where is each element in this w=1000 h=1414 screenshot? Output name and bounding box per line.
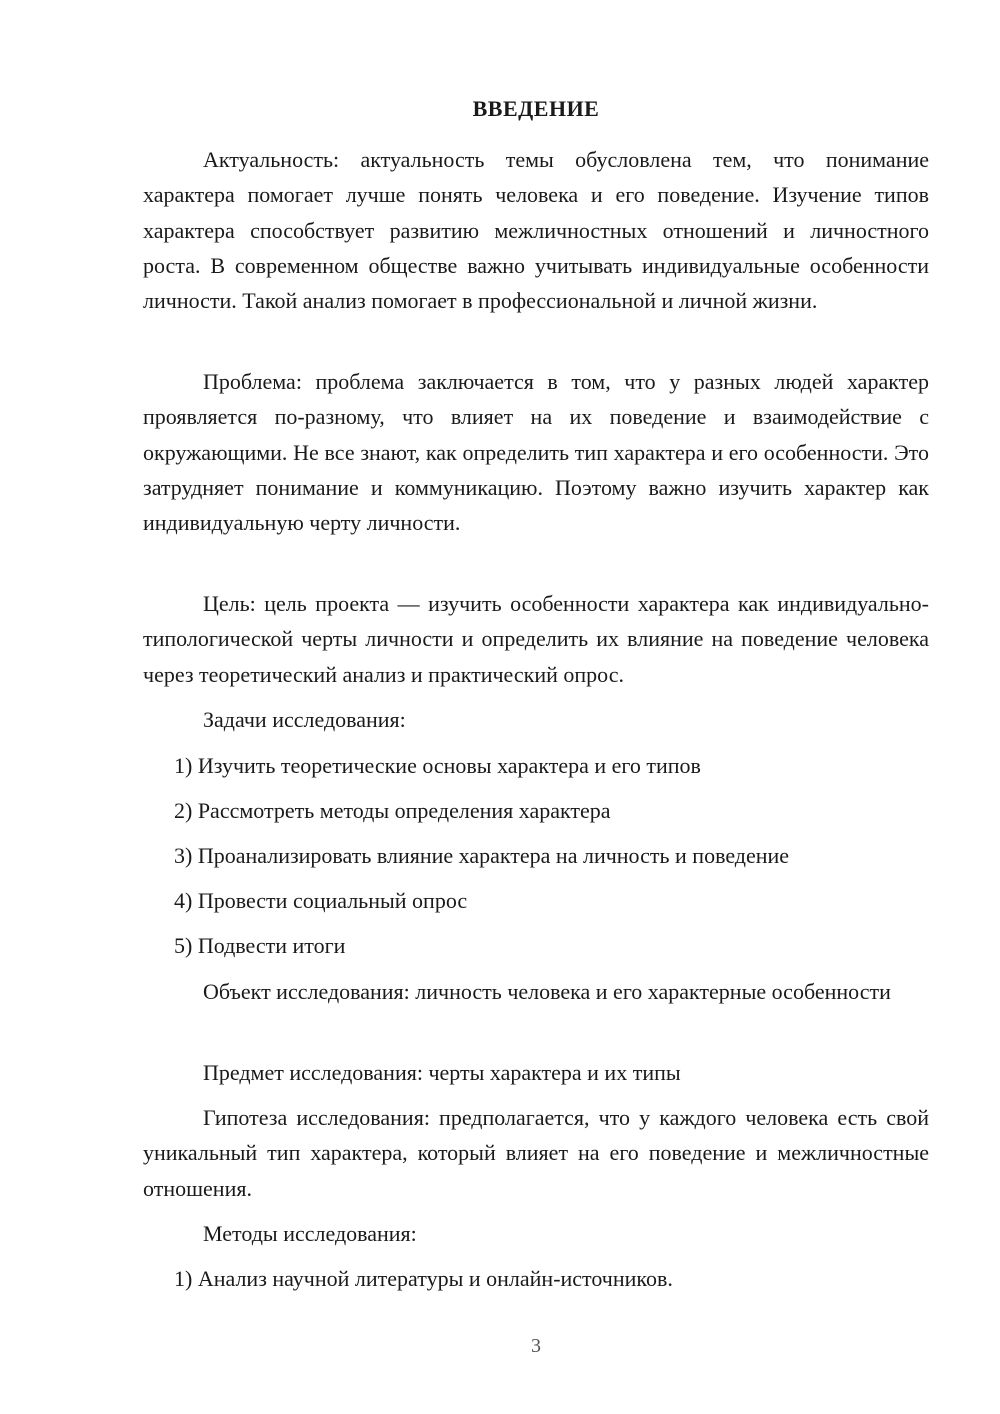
object-paragraph: Объект исследования: личность человека и его характерные особенности — [203, 979, 891, 1004]
page-number: 3 — [531, 1335, 541, 1357]
goal-paragraph: Цель: цель проекта — изучить особенности характера как индивидуально-типологической черты личности и определить их влияние на поведение человека через теоретический анализ и практический опрос. — [143, 591, 929, 687]
task-item: 4) Провести социальный опрос — [174, 888, 468, 913]
tasks-heading: Задачи исследования: — [203, 707, 406, 732]
task-item: 2) Рассмотреть методы определения характера — [174, 798, 611, 823]
relevance-paragraph: Актуальность: актуальность темы обусловлена тем, что понимание характера помогает лучше понять человека и его поведение. Изучение типов характера способствует развитию межличностных отношений и личностного роста. В современном обществе важно учитывать индивидуальные особенности личности. Такой анализ помогает в профессиональной и личной жизни. — [143, 147, 929, 314]
task-item: 1) Изучить теоретические основы характера и его типов — [174, 753, 701, 778]
hypothesis-paragraph: Гипотеза исследования: предполагается, что у каждого человека есть свой уникальный тип характера, который влияет на его поведение и межличностные отношения. — [143, 1105, 929, 1201]
methods-heading: Методы исследования: — [203, 1221, 417, 1246]
page-title: ВВЕДЕНИЕ — [472, 96, 600, 121]
subject-paragraph: Предмет исследования: черты характера и их типы — [203, 1060, 681, 1085]
method-item: 1) Анализ научной литературы и онлайн-источников. — [174, 1266, 673, 1291]
problem-paragraph: Проблема: проблема заключается в том, что у разных людей характер проявляется по-разному, что влияет на их поведение и взаимодействие с окружающими. Не все знают, как определить тип характера и его особенности. Это затрудняет понимание и коммуникацию. Поэтому важно изучить характер как индивидуальную черту личности. — [143, 369, 929, 536]
task-item: 3) Проанализировать влияние характера на личность и поведение — [174, 843, 790, 868]
task-item: 5) Подвести итоги — [174, 933, 346, 958]
